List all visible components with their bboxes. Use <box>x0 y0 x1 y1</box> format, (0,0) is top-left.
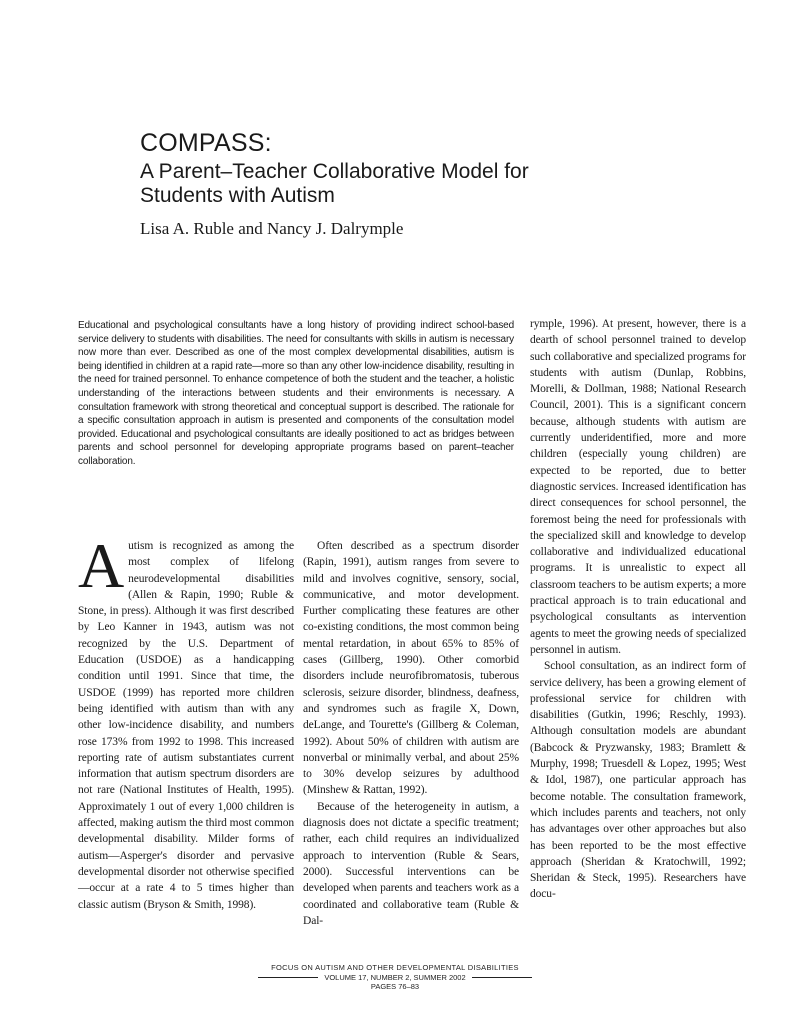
body-column-3 <box>530 316 746 903</box>
article-title: COMPASS: <box>140 129 272 157</box>
footer-rule-right <box>472 977 532 978</box>
footer-journal-name: FOCUS ON AUTISM AND OTHER DEVELOPMENTAL DISABILITIES <box>271 963 519 972</box>
body-paragraph: rymple, 1996). At present, however, there is a dearth of school personnel trained to develop such collaborative and specialized programs for students with autism (Dunlap, Robbins, Morelli, & Dollman, 1988; National Research Council, 2001). This is a significant concern because, although students with autism are currently underidentified, more and more children (especially young children) are expected to be reported, due to better diagnostic services. Increased identification has direct consequences for school personnel, the foremost being the need for professionals with the specialized skill and knowledge to develop collaborative and individualized educational programs. It is unrealistic to expect all classroom teachers to be autism experts; a more practical approach is to train educational and psychological consultants as intervention agents to meet the growing needs of specialized personnel in autism. <box>530 318 746 656</box>
footer-rule-left <box>258 977 318 978</box>
body-paragraph-text: utism is recognized as among the most complex of lifelong neurodevelopmental disabilities (Allen & Rapin, 1990; Ruble & Stone, in press). Although it was first described by Leo Kanner in 1943, autism was not recognized by the U.S. Department of Education (USDOE) as a handicapping condition until 1991. Since that time, the USDOE (1999) has reported more children being identified with autism than with any other low-incidence disability, and numbers rose 173% from 1992 to 1998. This increased reporting rate of autism substantiates current information that autism spectrum disorders are not rare (National Institutes of Health, 1995). Approximately 1 out of every 1,000 children is affected, making autism the third most common developmental disability. Milder forms of autism—Asperger's disorder and pervasive developmental disorder not otherwise specified—occur at a rate 4 to 5 times higher than classic autism (Bryson & Smith, 1998). <box>78 540 294 911</box>
abstract: Educational and psychological consultants have a long history of providing indirect school-based service delivery to students with disabilities. The need for consultants with skills in autism is necessary now more than ever. Described as one of the most complex developmental disabilities, autism is being identified in children at a rapid rate—more so than any other low-incidence disability, resulting in the need for trained personnel. To enhance competence of both the student and the teacher, a holistic understanding of the interactions between students and their environments is necessary. A consultation framework with strong theoretical and conceptual support is described. The rationale for a specific consultation approach in autism is presented and components of the consultation model provided. Educational and psychological consultants are ideally positioned to act as bridges between parents and school personnel for developing appropriate programs based on parent–teacher collaboration. <box>78 320 514 467</box>
page-footer <box>180 963 610 992</box>
body-column-1 <box>78 530 294 913</box>
body-paragraph: Often described as a spectrum disorder (Rapin, 1991), autism ranges from severe to mild and involves cognitive, sensory, social, communicative, and motor development. Further complicating these features are other co-existing conditions, the most common being mental retardation, in about 65% to 85% of cases (Gillberg, 1990). Other comorbid disorders include neurofibromatosis, tuberous sclerosis, seizure disorder, blindness, deafness, and syndromes such as fragile X, Down, deLange, and Tourette's (Gillberg & Coleman, 1992). About 50% of children with autism are nonverbal or minimally verbal, and about 25% to 30% develop seizures by adulthood (Minshew & Rattan, 1992). <box>303 540 519 797</box>
article-subtitle <box>140 160 700 208</box>
footer-pages: PAGES 76–83 <box>370 982 420 991</box>
article-authors: Lisa A. Ruble and Nancy J. Dalrymple <box>140 219 404 238</box>
footer-volume: VOLUME 17, NUMBER 2, SUMMER 2002 <box>324 972 466 982</box>
article-subtitle-line-1: A Parent–Teacher Collaborative Model for <box>140 160 529 183</box>
drop-cap: A <box>78 530 125 601</box>
body-paragraph: Because of the heterogeneity in autism, a diagnosis does not dictate a specific treatment; rather, each child requires an individualized approach to intervention (Ruble & Sears, 2000). Successful interventions can be developed when parents and teachers work as a coordinated and collaborative team (Ruble & Dal- <box>303 800 519 927</box>
body-column-2 <box>303 538 519 929</box>
body-paragraph <box>78 530 294 913</box>
footer-volume-line <box>180 973 610 983</box>
body-paragraph: School consultation, as an indirect form of service delivery, has been a growing element of professional service for children with disabilities (Gutkin, 1996; Reschly, 1993). Although consultation models are abundant (Babcock & Pryzwansky, 1983; Bramlett & Murphy, 1998; Truesdell & Lopez, 1995; West & Idol, 1987), one particular approach has become notable. The consultation framework, which includes parents and teachers, not only has advantages over other approaches but also has been reported to be the most effective approach (Sheridan & Kratochwill, 1992; Sheridan & Steck, 1995). Researchers have docu- <box>530 660 746 901</box>
article-subtitle-line-2: Students with Autism <box>140 184 335 207</box>
title-block <box>140 128 700 240</box>
